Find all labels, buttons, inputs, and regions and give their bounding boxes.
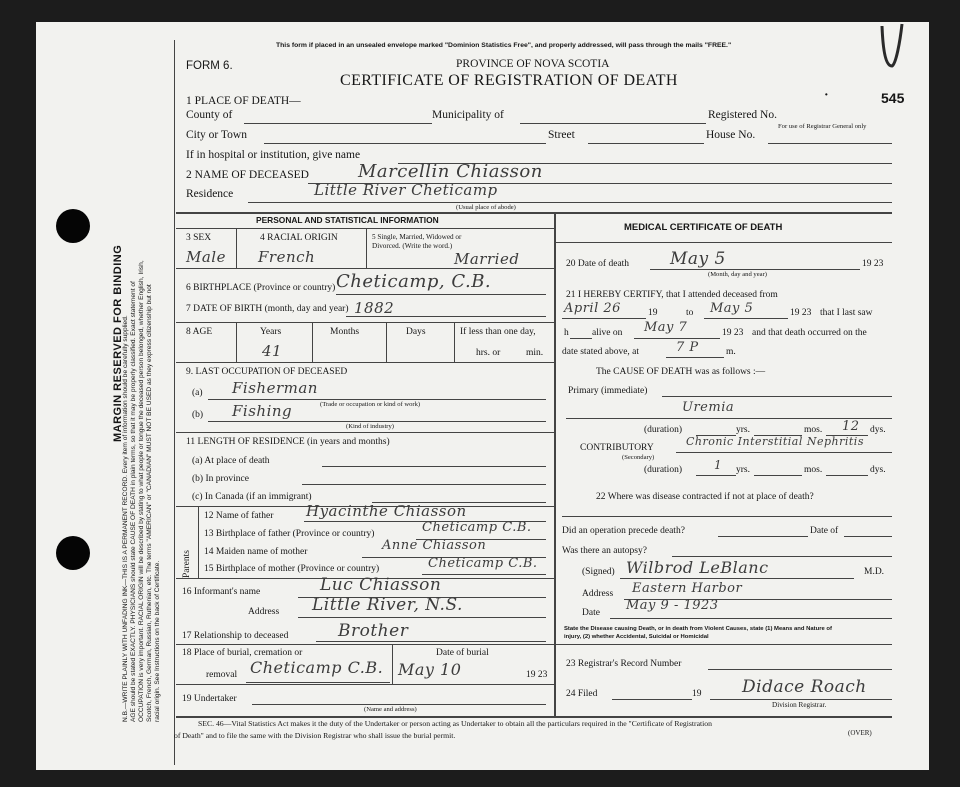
residence-label: Residence [186, 188, 234, 200]
contributory-value: Chronic Interstitial Nephritis [686, 435, 864, 448]
occupation-label: 9. LAST OCCUPATION OF DECEASED [186, 367, 348, 377]
binding-margin-label: MARGIN RESERVED FOR BINDING [112, 244, 124, 442]
contrib-years-value: 1 [714, 458, 723, 472]
column-divider [554, 213, 556, 716]
instruction-line-1: N.B.—WRITE PLAINLY WITH UNFADING INK—THIS IS A PERMANENT RECORD. Every item of information should be carefully supplied. [122, 315, 129, 722]
alive-on-label: alive on [592, 328, 623, 338]
registrar-use-note: For use of Registrar General only [778, 123, 867, 130]
primary-dys-label: dys. [870, 425, 886, 435]
instruction-line-3: OCCUPATION is very important. RACIAL ORIGIN will be described by stating to what people or tongue the deceased person belonged, whether English, Irish, [138, 260, 145, 722]
binding-hole-top [56, 209, 90, 243]
less-than-day-label: If less than one day, [460, 327, 536, 337]
primary-mos-label: mos. [804, 425, 823, 435]
street-label: Street [548, 129, 575, 141]
residence-value: Little River Cheticamp [314, 181, 498, 199]
burial-date-label: Date of burial [436, 648, 489, 658]
mother-birthplace-value: Cheticamp C.B. [428, 556, 538, 571]
medical-address-label: Address [582, 589, 614, 599]
deceased-name-label: 2 NAME OF DECEASED [186, 169, 309, 181]
burial-label-1: 18 Place of burial, cremation or [182, 648, 303, 658]
burial-place-value: Cheticamp C.B. [250, 658, 384, 677]
sex-value: Male [186, 248, 226, 266]
informant-label: 16 Informant's name [182, 587, 261, 597]
province-heading: PROVINCE OF NOVA SCOTIA [456, 58, 610, 70]
primary-label: Primary (immediate) [568, 386, 648, 396]
mother-label: 14 Maiden name of mother [204, 547, 308, 557]
father-birthplace-value: Cheticamp C.B. [422, 520, 532, 535]
form-number: FORM 6. [186, 60, 233, 72]
informant-value: Luc Chiasson [320, 575, 442, 595]
dot-mark: · [824, 88, 829, 103]
mother-value: Anne Chiasson [382, 538, 487, 553]
alive-on-value: May 7 [644, 320, 688, 335]
to-label: to [686, 308, 694, 318]
registered-label: Registered No. [708, 109, 777, 121]
father-birthplace-label: 13 Birthplace of father (Province or country) [204, 529, 375, 539]
check-mark-icon [878, 22, 908, 72]
marital-label-2: Divorced. (Write the word.) [372, 242, 453, 250]
contrib-yrs-label: yrs. [736, 465, 750, 475]
occupation-b-value: Fishing [232, 402, 293, 420]
racial-origin-label: 4 RACIAL ORIGIN [260, 233, 338, 243]
primary-duration-label: (duration) [644, 425, 682, 435]
birthplace-label: 6 BIRTHPLACE (Province or country) [186, 283, 336, 293]
from-year: 19 [648, 308, 658, 318]
state-note-1: State the Disease causing Death, or in death from Violent Causes, state (1) Means and Nature of [564, 626, 832, 632]
sex-label: 3 SEX [186, 233, 212, 243]
registration-number: 545 [881, 90, 905, 106]
in-province-label: (b) In province [192, 474, 249, 484]
burial-date-value: May 10 [398, 660, 462, 679]
md-label: M.D. [864, 567, 885, 577]
date-signed-value: May 9 - 1923 [626, 598, 719, 613]
instruction-line-5: racial origin. See Instructions on the back of Certificate. [154, 560, 161, 722]
usual-place-note: (Usual place of abode) [456, 204, 516, 211]
primary-days-value: 12 [842, 419, 860, 434]
attended-from-value: April 26 [564, 301, 621, 316]
medical-address-value: Eastern Harbor [632, 581, 743, 596]
attended-to-value: May 5 [710, 301, 754, 316]
occupation-b-note: (Kind of industry) [346, 423, 394, 430]
certificate-paper [36, 22, 929, 770]
registrar-signature: Didace Roach [742, 677, 867, 697]
in-canada-label: (c) In Canada (if an immigrant) [192, 492, 312, 502]
undertaker-note: (Name and address) [364, 706, 417, 713]
sec46-line-2: of Death" and to file the same with the Division Registrar who shall issue the burial permit. [174, 731, 456, 740]
time-value: 7 P [676, 340, 699, 355]
residence-length-label: 11 LENGTH OF RESIDENCE (in years and months) [186, 437, 390, 447]
division-registrar-label: Division Registrar. [772, 701, 827, 709]
relationship-value: Brother [338, 621, 409, 641]
occupation-a-note: (Trade or occupation or kind of work) [320, 401, 421, 408]
municipality-label: Municipality of [432, 109, 504, 121]
m-label: m. [726, 347, 736, 357]
age-value: 41 [262, 342, 283, 360]
racial-origin-value: French [258, 248, 316, 266]
marital-label-1: 5 Single, Married, Widowed or [372, 233, 462, 241]
contributory-label: CONTRIBUTORY [580, 443, 654, 453]
envelope-note: This form if placed in an unsealed envelope marked "Dominion Statistics Free", and properly addressed, will pass through the mails "FREE." [276, 42, 732, 49]
deceased-name-value: Marcellin Chiasson [358, 161, 543, 182]
father-value: Hyacinthe Chiasson [306, 502, 467, 520]
date-of-death-note: (Month, day and year) [708, 271, 767, 278]
contrib-mos-label: mos. [804, 465, 823, 475]
months-label: Months [330, 327, 360, 337]
age-label: 8 AGE [186, 327, 213, 337]
contrib-dys-label: dys. [870, 465, 886, 475]
binding-hole-bottom [56, 536, 90, 570]
alive-year: 19 23 [722, 328, 744, 338]
hrs-label: hrs. or [476, 348, 501, 358]
h-label: h [564, 328, 569, 338]
hospital-label: If in hospital or institution, give name [186, 149, 361, 161]
undertaker-label: 19 Undertaker [182, 694, 237, 704]
days-label: Days [406, 327, 426, 337]
death-occurred-label: and that death occurred on the [752, 328, 867, 338]
date-stated-label: date stated above, at [562, 347, 640, 357]
over-label: (OVER) [848, 729, 872, 737]
operation-label: Did an operation precede death? [562, 526, 685, 536]
city-label: City or Town [186, 129, 247, 141]
signed-label: (Signed) [582, 567, 615, 577]
father-label: 12 Name of father [204, 511, 274, 521]
filed-label: 24 Filed [566, 689, 598, 699]
autopsy-label: Was there an autopsy? [562, 546, 647, 556]
state-note-2: injury, (2) whether Accidental, Suicidal or Homicidal [564, 634, 709, 640]
at-place-label: (a) At place of death [192, 456, 270, 466]
primary-value: Uremia [682, 400, 735, 415]
marital-value: Married [454, 250, 520, 268]
date-of-death-year: 19 23 [862, 259, 884, 269]
occupation-a-label: (a) [192, 388, 203, 398]
county-label: County of [186, 109, 233, 121]
burial-year: 19 23 [526, 670, 548, 680]
certificate-title: CERTIFICATE OF REGISTRATION OF DEATH [340, 72, 678, 89]
occupation-b-label: (b) [192, 410, 204, 420]
certify-label: 21 I HEREBY CERTIFY, that I attended deceased from [566, 290, 778, 300]
years-label: Years [260, 327, 282, 337]
dob-value: 1882 [354, 299, 395, 317]
sec46-line-1: SEC. 46—Vital Statistics Act makes it the duty of the Undertaker or person acting as Undertaker to obtain all the particulars required in the "Certificate of Registration [198, 719, 712, 728]
informant-address-label: Address [248, 607, 280, 617]
cause-heading: The CAUSE OF DEATH was as follows :— [596, 367, 766, 377]
mother-birthplace-label: 15 Birthplace of mother (Province or country) [204, 564, 380, 574]
instruction-line-2: AGE should be stated EXACTLY. PHYSICIANS should state CAUSE OF DEATH in plain terms, so that it may be properly classified. Exact statement of [130, 281, 137, 722]
occupation-a-value: Fisherman [232, 379, 318, 397]
place-of-death-heading: 1 PLACE OF DEATH— [186, 95, 301, 107]
burial-label-2: removal [206, 670, 238, 680]
instruction-line-4: Scotch, French, German, Russian, Ruthenian, etc. The terms "AMERICAN" or "CANADIAN" MUST NOT BE USED as they express citizenship but not [146, 284, 153, 722]
last-saw-label: that I last saw [820, 308, 873, 318]
personal-info-heading: PERSONAL AND STATISTICAL INFORMATION [256, 215, 439, 225]
contracted-label: 22 Where was disease contracted if not at place of death? [596, 492, 814, 502]
parents-label: Parents [182, 550, 192, 578]
signed-value: Wilbrod LeBlanc [626, 558, 769, 577]
medical-heading: MEDICAL CERTIFICATE OF DEATH [624, 222, 783, 233]
primary-yrs-label: yrs. [736, 425, 750, 435]
operation-date-label: Date of [810, 526, 839, 536]
dob-label: 7 DATE OF BIRTH (month, day and year) [186, 304, 349, 314]
secondary-note: (Secondary) [622, 454, 655, 461]
birthplace-value: Cheticamp, C.B. [336, 271, 492, 292]
contrib-duration-label: (duration) [644, 465, 682, 475]
margin-rule [174, 40, 175, 765]
relationship-label: 17 Relationship to deceased [182, 631, 289, 641]
informant-address-value: Little River, N.S. [312, 595, 463, 615]
date-of-death-value: May 5 [670, 249, 726, 269]
record-number-label: 23 Registrar's Record Number [566, 659, 682, 669]
min-label: min. [526, 348, 544, 358]
house-label: House No. [706, 129, 756, 141]
filed-year-label: 19 [692, 689, 702, 699]
to-year: 19 23 [790, 308, 812, 318]
date-of-death-label: 20 Date of death [566, 259, 630, 269]
date-signed-label: Date [582, 608, 600, 618]
